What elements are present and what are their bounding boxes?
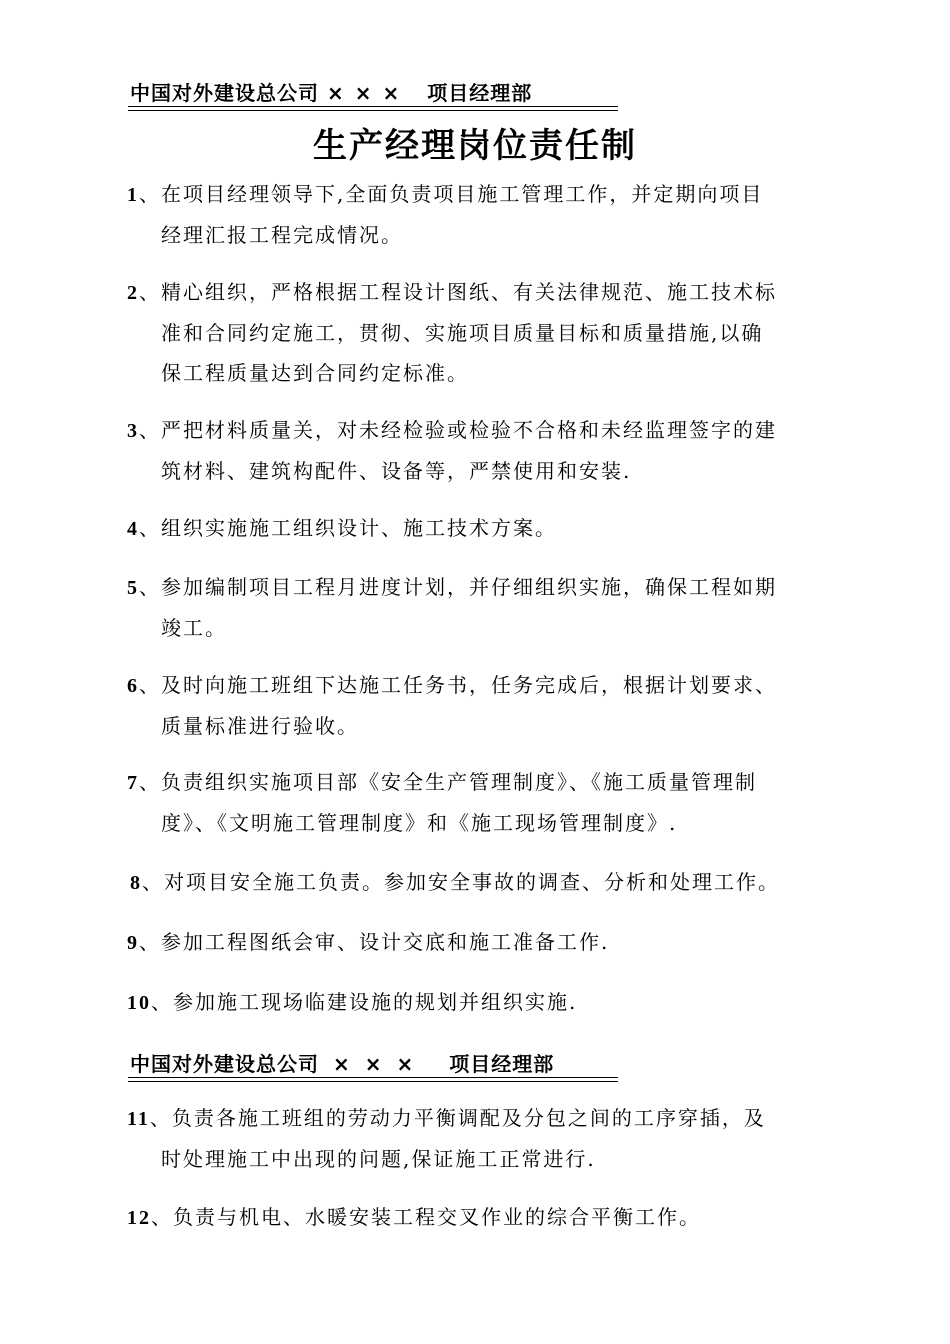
item-text: 度》、《文明施工管理制度》和《施工现场管理制度》. — [161, 811, 678, 835]
header-mark: × × × — [333, 1052, 418, 1076]
item-text: 参加施工现场临建设施的规划并组织实施. — [173, 990, 578, 1014]
list-item-8: 8、对项目安全施工负责。参加安全事故的调查、分析和处理工作。 — [130, 870, 780, 894]
item-text: 负责各施工班组的劳动力平衡调配及分包之间的工序穿插，及 — [171, 1106, 766, 1130]
item-number: 4 — [127, 518, 139, 540]
item-text: 严把材料质量关，对未经检验或检验不合格和未经监理签字的建 — [161, 418, 777, 442]
header-company: 中国对外建设总公司 — [130, 81, 319, 105]
list-item-10: 10、参加施工现场临建设施的规划并组织实施. — [127, 990, 578, 1014]
item-text: 时处理施工中出现的问题,保证施工正常进行. — [161, 1147, 596, 1171]
list-item-12: 12、负责与机电、水暖安装工程交叉作业的综合平衡工作。 — [127, 1205, 701, 1229]
item-text: 经理汇报工程完成情况。 — [161, 223, 403, 247]
list-item-6: 6、及时向施工班组下达施工任务书，任务完成后，根据计划要求、 质量标准进行验收。 — [127, 665, 842, 746]
item-text: 精心组织，严格根据工程设计图纸、有关法律规范、施工技术标 — [161, 280, 777, 304]
item-text: 质量标准进行验收。 — [161, 714, 359, 738]
item-text: 负责组织实施项目部《安全生产管理制度》、《施工质量管理制 — [161, 770, 757, 794]
item-number: 9 — [127, 932, 139, 954]
item-text: 组织实施施工组织设计、施工技术方案。 — [161, 516, 557, 540]
item-text: 对项目安全施工负责。参加安全事故的调查、分析和处理工作。 — [164, 870, 780, 894]
item-number: 3 — [127, 420, 139, 442]
header-company: 中国对外建设总公司 — [130, 1052, 319, 1076]
item-text: 在项目经理领导下,全面负责项目施工管理工作，并定期向项目 — [161, 182, 764, 206]
item-number: 8 — [130, 872, 142, 894]
item-text: 准和合同约定施工，贯彻、实施项目质量目标和质量措施,以确 — [161, 321, 764, 345]
item-text: 竣工。 — [161, 616, 227, 640]
list-item-3: 3、严把材料质量关，对未经检验或检验不合格和未经监理签字的建 筑材料、建筑构配件、设备等，严禁使用和安装. — [127, 410, 842, 491]
header-dept: 项目经理部 — [449, 1052, 555, 1076]
item-number: 5 — [127, 577, 139, 599]
header-rule-2 — [128, 1077, 618, 1082]
item-text: 及时向施工班组下达施工任务书，任务完成后，根据计划要求、 — [161, 673, 777, 697]
item-text: 参加工程图纸会审、设计交底和施工准备工作. — [161, 930, 610, 954]
item-number: 2 — [127, 282, 139, 304]
item-text: 保工程质量达到合同约定标准。 — [161, 361, 469, 385]
list-item-5: 5、参加编制项目工程月进度计划，并仔细组织实施，确保工程如期 竣工。 — [127, 567, 842, 648]
item-number: 1 — [127, 184, 139, 206]
item-text: 参加编制项目工程月进度计划，并仔细组织实施，确保工程如期 — [161, 575, 777, 599]
page-header-2 — [130, 1048, 554, 1077]
list-item-9: 9、参加工程图纸会审、设计交底和施工准备工作. — [127, 930, 610, 954]
list-item-4: 4、组织实施施工组织设计、施工技术方案。 — [127, 516, 557, 540]
list-item-2: 2、精心组织，严格根据工程设计图纸、有关法律规范、施工技术标 准和合同约定施工，贯彻、实施项目质量目标和质量措施,以确 保工程质量达到合同约定标准。 — [127, 272, 842, 393]
item-number: 6 — [127, 675, 139, 697]
item-number: 7 — [127, 772, 139, 794]
list-item-7: 7、负责组织实施项目部《安全生产管理制度》、《施工质量管理制 度》、《文明施工管理制度》和《施工现场管理制度》. — [127, 762, 842, 843]
list-item-1: 1、在项目经理领导下,全面负责项目施工管理工作，并定期向项目 经理汇报工程完成情况。 — [127, 174, 842, 255]
header-rule — [128, 106, 618, 111]
document-title: 生产经理岗位责任制 — [313, 126, 637, 166]
item-text: 负责与机电、水暖安装工程交叉作业的综合平衡工作。 — [173, 1205, 701, 1229]
header-mark: × × × — [327, 81, 402, 105]
item-text: 筑材料、建筑构配件、设备等，严禁使用和安装. — [161, 459, 632, 483]
item-number: 12 — [127, 1207, 151, 1229]
item-number: 10 — [127, 992, 151, 1014]
page-header — [130, 77, 532, 106]
item-number: 11 — [127, 1108, 150, 1130]
list-item-11: 11、负责各施工班组的劳动力平衡调配及分包之间的工序穿插，及 时处理施工中出现的问题,保证施工正常进行. — [127, 1098, 842, 1179]
header-dept: 项目经理部 — [427, 81, 533, 105]
